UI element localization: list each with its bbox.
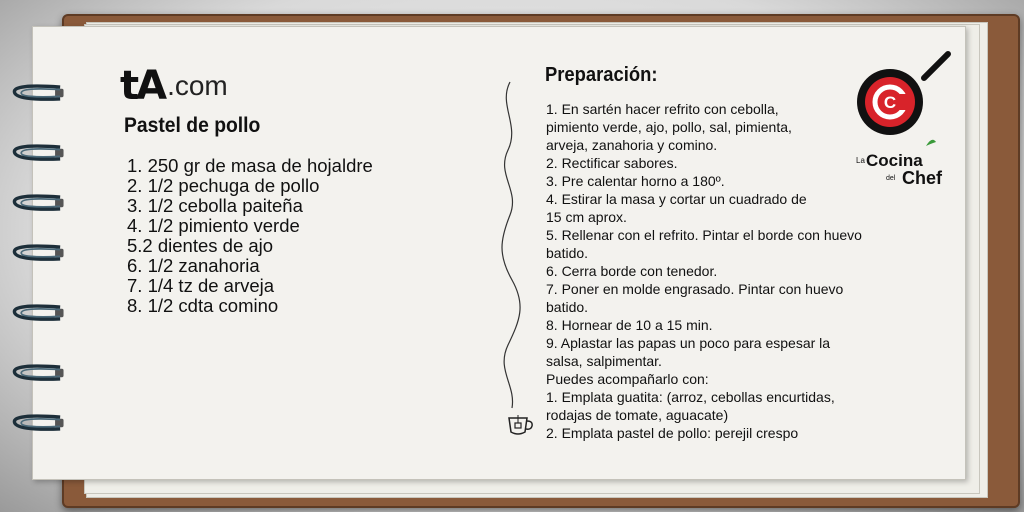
logo-la: La (856, 156, 865, 165)
ring-binder-icon (4, 242, 74, 264)
logo-del: del (886, 175, 896, 182)
ring-binder-icon (4, 412, 74, 434)
preparation-title: Preparación: (545, 64, 658, 86)
ingredient-item: 1. 250 gr de masa de hojaldre (127, 155, 373, 176)
step-line: 8. Hornear de 10 a 15 min. (546, 317, 713, 333)
ingredient-item: 5.2 dientes de ajo (127, 235, 274, 256)
step-line: Puedes acompañarlo con: (546, 371, 709, 387)
frying-pan-logo-icon (857, 54, 948, 146)
site-logo (120, 63, 228, 109)
step-line: 9. Aplastar las papas un poco para espesar la (546, 335, 831, 351)
step-line: batido. (546, 245, 589, 261)
step-line: pimiento verde, ajo, pollo, sal, pimienta, (546, 119, 792, 135)
ingredient-item: 8. 1/2 cdta comino (127, 295, 279, 316)
step-line: 2. Rectificar sabores. (546, 155, 678, 171)
squiggle-divider-icon (490, 80, 530, 410)
step-line: 7. Poner en molde engrasado. Pintar con huevo (546, 281, 844, 297)
la-cocina-del-chef-logo (854, 50, 954, 190)
step-line: 6. Cerra borde con tenedor. (546, 263, 718, 279)
step-line: 4. Estirar la masa y cortar un cuadrado de (546, 191, 807, 207)
tea-cup-icon (506, 412, 536, 438)
step-line: arveja, zanahoria y comino. (546, 137, 718, 153)
step-line: 15 cm aprox. (546, 209, 627, 225)
step-line: batido. (546, 299, 589, 315)
ring-binder-icon (4, 82, 74, 104)
step-line: 1. En sartén hacer refrito con cebolla, (546, 101, 779, 117)
logo-domain: .com (167, 70, 228, 101)
step-line: salsa, salpimentar. (546, 353, 662, 369)
ingredient-item: 6. 1/2 zanahoria (127, 255, 260, 276)
ingredient-list (127, 156, 373, 316)
ring-binder-icon (4, 302, 74, 324)
logo-mark: tA (120, 63, 165, 109)
step-line: 3. Pre calentar horno a 180º. (546, 173, 725, 189)
ingredient-item: 7. 1/4 tz de arveja (127, 275, 275, 296)
ring-binder-icon (4, 142, 74, 164)
ingredient-item: 3. 1/2 cebolla paiteña (127, 195, 303, 216)
step-line: 5. Rellenar con el refrito. Pintar el borde con huevo (546, 227, 862, 243)
ingredient-item: 2. 1/2 pechuga de pollo (127, 175, 320, 196)
logo-cocina: Cocina (866, 151, 923, 170)
ring-binder-icon (4, 362, 74, 384)
logo-letter: C (883, 93, 897, 112)
recipe-title: Pastel de pollo (124, 114, 261, 137)
ingredient-item: 4. 1/2 pimiento verde (127, 215, 300, 236)
step-line: 1. Emplata guatita: (arroz, cebollas encurtidas, (546, 389, 835, 405)
logo-chef: Chef (902, 168, 942, 188)
step-line: 2. Emplata pastel de pollo: perejil crespo (546, 425, 799, 441)
step-line: rodajas de tomate, aguacate) (546, 407, 729, 423)
ring-binder-icon (4, 192, 74, 214)
